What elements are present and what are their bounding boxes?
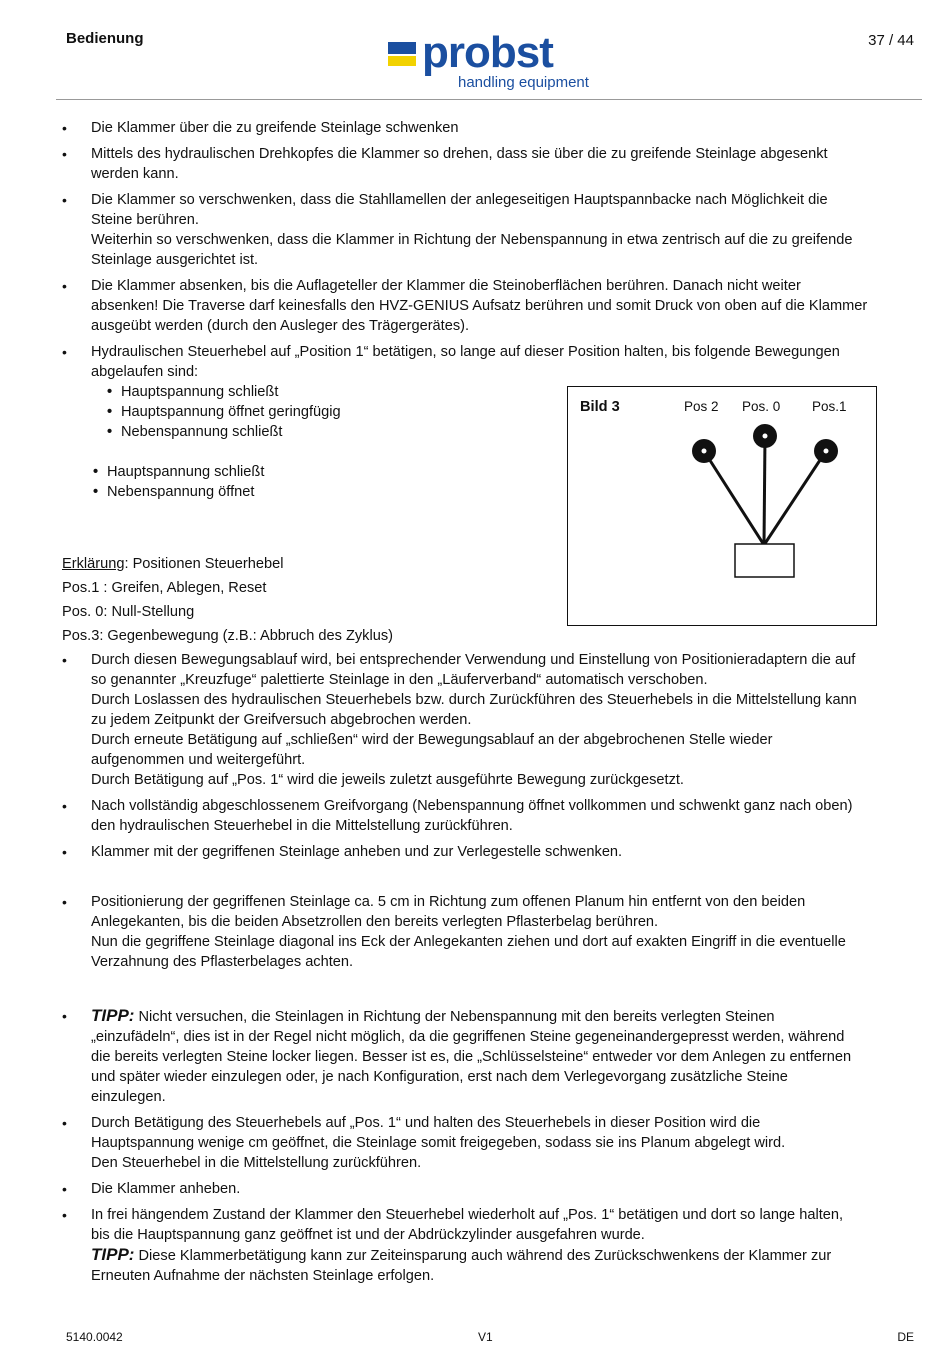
movement-lists: [91, 382, 912, 502]
bullet-list-b: [62, 650, 912, 862]
explanation-line-2: Pos. 0: Null-Stellung: [62, 604, 195, 620]
list-item: • In frei hängendem Zustand der Klammer den Steuerhebel wiederholt auf „Pos. 1“ betätigen und dort so lange halten, bis die Hauptspannung ganz geöffnet ist und der Abdrückzylinder ausgefahren wurde.: [62, 1205, 912, 1245]
label-pos2: Pos 2: [684, 399, 719, 414]
tipp-item-1: • TIPP: Nicht versuchen, die Steinlagen in Richtung der Nebenspannung mit den bereits verlegten Steinen „einzufädeln“, dies ist in der Regel nicht möglich, da die gegriffenen Steine gegeneinandergepresst werden, während die bereits verlegten Steine locker liegen. Besser ist es, die „Schlüsselsteine“ entweder vor dem Anlegen zu entfernen und später wieder einzulegen oder, je nach Konfiguration, erst nach dem Verlegevorgang zusätzliche Steine einzulegen.: [62, 1006, 912, 1107]
list-item: • Mittels des hydraulischen Drehkopfes die Klammer so drehen, dass sie über die zu greifende Steinlage abgesenkt werden kann.: [62, 144, 912, 184]
movement-item: • Hauptspannung öffnet geringfügig: [107, 402, 912, 422]
tipp-label: TIPP:: [91, 1006, 135, 1025]
list-item: • Durch Betätigung des Steuerhebels auf „Pos. 1“ und halten des Steuerhebels in dieser Position wird die Hauptspannung wenige cm geöffnet, die Steinlage somit freigegeben, sodass sie ins Planum abgelegt wird. Den Steuerhebel in die Mittelstellung zurückführen.: [62, 1113, 912, 1173]
probst-logo: [388, 28, 618, 96]
logo-subtitle: handling equipment: [458, 74, 589, 91]
label-pos0: Pos. 0: [742, 399, 781, 414]
movement-item: • Nebenspannung öffnet: [93, 482, 912, 502]
bullet-list-d: [62, 1113, 912, 1245]
page-number: 37 / 44: [868, 32, 914, 49]
label-pos1: Pos.1: [812, 399, 847, 414]
explanation-label: Erklärung: [62, 556, 125, 572]
figure-title: Bild 3: [580, 399, 620, 415]
list-item: • Die Klammer absenken, bis die Auflageteller der Klammer die Steinoberflächen berühren. Danach nicht weiter absenken! Die Traverse darf keinesfalls den HVZ-GENIUS Aufsatz berühren und somit Druck von oben auf die Klammer ausgeübt werden (durch den Ausleger des Trägergerätes).: [62, 276, 912, 336]
section-title: Bedienung: [66, 30, 144, 47]
bullet-list-a: [62, 118, 912, 382]
footer-doc-number: 5140.0042: [66, 1330, 123, 1344]
logo-bar-blue: [388, 42, 416, 54]
footer-language: DE: [897, 1330, 914, 1344]
list-item: • Die Klammer so verschwenken, dass die Stahllamellen der anlegeseitigen Hauptspannbacke nach Möglichkeit die Steine berühren. Weiterhin so verschwenken, dass die Klammer in Richtung der Nebenspannung in etwa zentrisch auf die zu greifende Steinlage ausgerichtet ist.: [62, 190, 912, 270]
movement-item: • Hauptspannung schließt: [107, 382, 912, 402]
tipp-block-2: TIPP: Diese Klammerbetätigung kann zur Zeiteinsparung auch während des Zurückschwenkens der Klammer zur Erneuten Aufnahme der nächsten Steinlage erfolgen.: [91, 1245, 832, 1284]
footer-version: V1: [478, 1330, 493, 1344]
movement-list-1: [91, 382, 912, 442]
list-item: • Hydraulischen Steuerhebel auf „Position 1“ betätigen, so lange auf dieser Position halten, bis folgende Bewegungen abgelaufen sind:: [62, 342, 912, 382]
explanation-line-1: Pos.1 : Greifen, Ablegen, Reset: [62, 580, 267, 596]
bullet-list-c: [62, 892, 912, 972]
list-item: • Die Klammer über die zu greifende Steinlage schwenken: [62, 118, 912, 138]
page-content: [62, 118, 912, 1286]
list-item: • Positionierung der gegriffenen Steinlage ca. 5 cm in Richtung zum offenen Planum hin entfernt von den beiden Anlegekanten, bis die beiden Absetzrollen den bereits verlegten Pflasterbelag berühren. Nun die gegriffene Steinlage diagonal ins Eck der Anlegekanten ziehen und dort auf exakten Eingriff in die eventuelle Verzahnung des Pflasterbelages achten.: [62, 892, 912, 972]
list-item: • Die Klammer anheben.: [62, 1179, 912, 1199]
logo-word: probst: [422, 28, 553, 77]
explanation-title: : Positionen Steuerhebel: [124, 556, 284, 572]
header-divider: [56, 99, 922, 100]
explanation-line-3: Pos.3: Gegenbewegung (z.B.: Abbruch des Zyklus): [62, 628, 393, 644]
tipp-list: [62, 1006, 912, 1107]
list-item: • Durch diesen Bewegungsablauf wird, bei entsprechender Verwendung und Einstellung von Positionieradaptern die auf so genannter „Kreuzfuge“ palettierte Steinlage in den „Läuferverband“ automatisch verschoben. Durch Loslassen des hydraulischen Steuerhebels bzw. durch Zurückführen des Steuerhebels in die Mittelstellung kann zu jedem Zeitpunkt der Greifversuch abgebrochen werden. Durch erneute Betätigung auf „schließen“ wird der Bewegungsablauf an der abgebrochenen Stelle wieder aufgenommen und weitergeführt. Durch Betätigung auf „Pos. 1“ wird die jeweils zuletzt ausgeführte Bewegung zurückgesetzt.: [62, 650, 912, 790]
logo-bar-yellow: [388, 56, 416, 66]
movement-item: • Nebenspannung schließt: [107, 422, 912, 442]
explanation-block: [62, 554, 912, 646]
list-item: • Nach vollständig abgeschlossenem Greifvorgang (Nebenspannung öffnet vollkommen und schwenkt ganz nach oben) den hydraulischen Steuerhebel in die Mittelstellung zurückführen.: [62, 796, 912, 836]
movement-list-2: [91, 462, 912, 502]
tipp-label-2: TIPP:: [91, 1245, 135, 1264]
list-item: • Klammer mit der gegriffenen Steinlage anheben und zur Verlegestelle schwenken.: [62, 842, 912, 862]
movement-item: • Hauptspannung schließt: [93, 462, 912, 482]
